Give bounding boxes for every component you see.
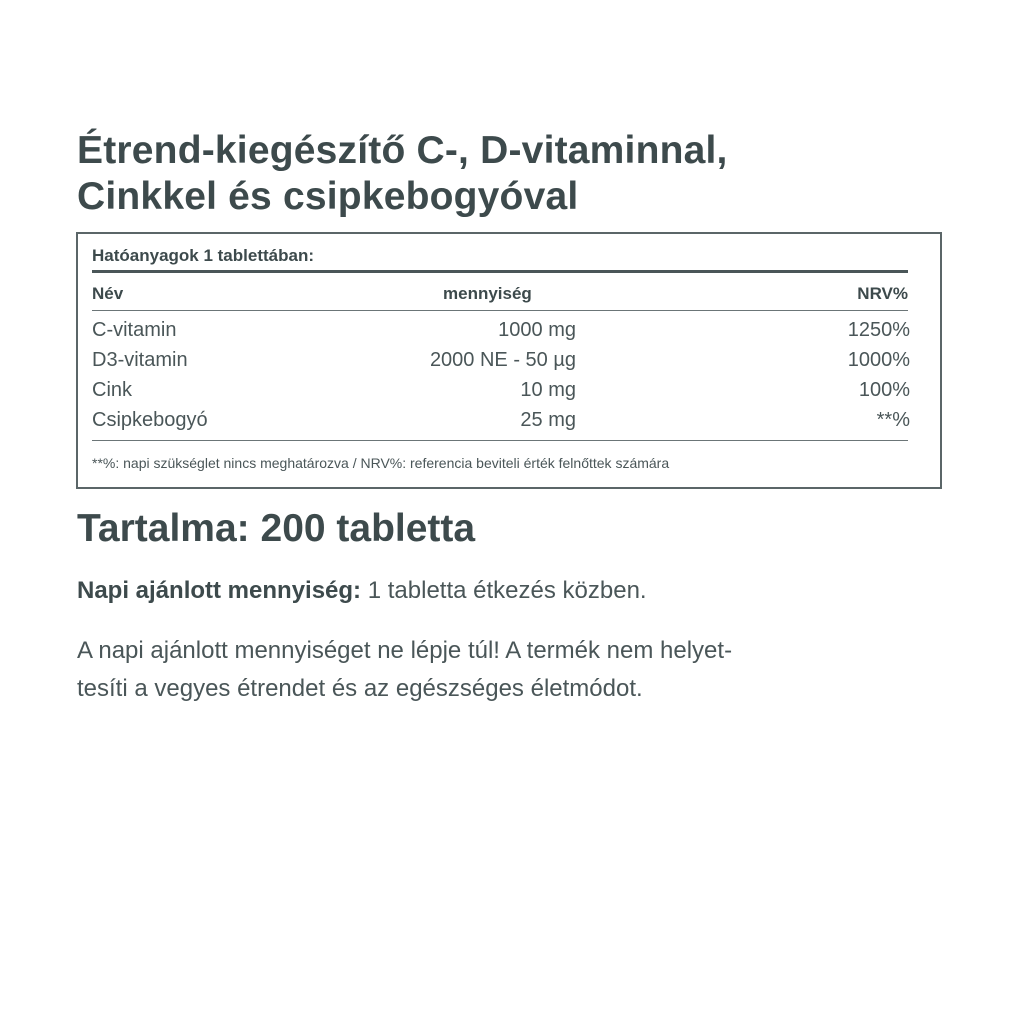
warning-line-2: tesíti a vegyes étrendet és az egészséges életmódot.: [77, 675, 643, 702]
table-row: [78, 379, 940, 409]
column-header-nrv: NRV%: [857, 284, 908, 303]
row-name: Csipkebogyó: [92, 409, 208, 431]
header-divider: [92, 310, 908, 311]
warning-line-1: A napi ajánlott mennyiséget ne lépje túl! A termék nem helyet-: [77, 637, 733, 664]
table-row: [78, 319, 940, 349]
row-nrv: 1000%: [847, 349, 910, 371]
row-name: D3-vitamin: [92, 349, 188, 371]
ingredients-table-heading: Hatóanyagok 1 tablettában:: [92, 246, 314, 265]
daily-dose: [77, 575, 647, 607]
table-footnote: **%: napi szükséglet nincs meghatározva / NRV%: referencia beviteli érték felnőttek számára: [92, 455, 670, 471]
row-quantity: 10 mg: [520, 379, 576, 401]
row-quantity: 25 mg: [520, 409, 576, 431]
column-header-name: Név: [92, 284, 124, 303]
warning-text: [77, 632, 957, 708]
product-title-line-2: Cinkkel és csipkebogyóval: [77, 175, 579, 218]
product-title: [77, 128, 977, 220]
daily-dose-text: 1 tabletta étkezés közben.: [361, 577, 647, 604]
row-quantity: 1000 mg: [498, 319, 576, 341]
row-name: Cink: [92, 379, 133, 401]
footer-divider: [92, 440, 908, 441]
row-quantity: 2000 NE - 50 µg: [429, 349, 576, 371]
row-name: C-vitamin: [92, 319, 177, 341]
row-nrv: 1250%: [847, 319, 910, 341]
row-nrv: 100%: [858, 379, 910, 401]
column-header-quantity: mennyiség: [443, 284, 532, 303]
daily-dose-label: Napi ajánlott mennyiség:: [77, 577, 362, 604]
table-row: [78, 409, 940, 439]
table-row: [78, 349, 940, 379]
heading-divider: [92, 270, 908, 273]
row-nrv: **%: [876, 409, 910, 431]
package-contents: Tartalma: 200 tabletta: [77, 507, 476, 550]
product-title-line-1: Étrend-kiegészítő C-, D-vitaminnal,: [77, 129, 728, 172]
ingredients-table: [76, 232, 942, 489]
